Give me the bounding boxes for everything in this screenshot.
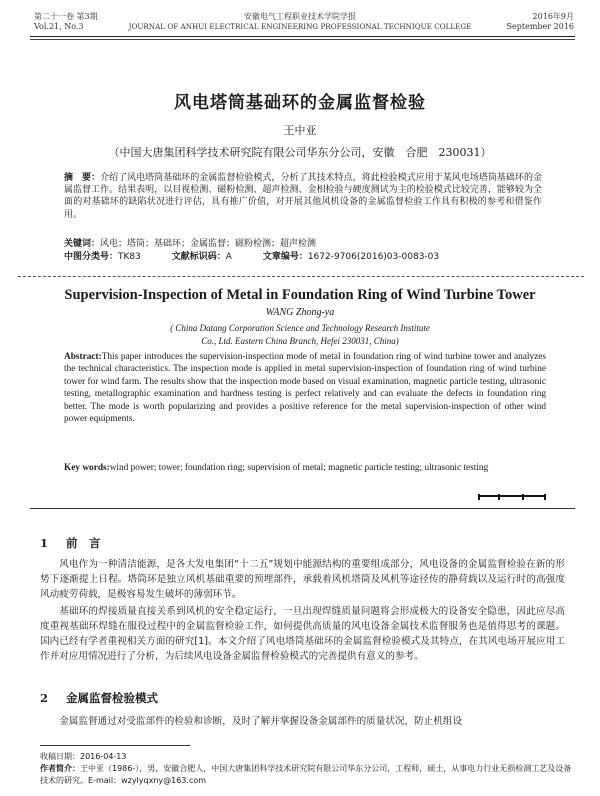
section-1-heading: [40, 535, 101, 551]
paper-title-zh: 风电塔筒基础环的金属监督检验: [174, 93, 426, 113]
section-2-title: 金属监督检验模式: [66, 691, 158, 705]
abstract-en: [64, 351, 546, 425]
doc-code: 文献标识码：A: [171, 252, 232, 262]
section-2-number: 2: [40, 691, 49, 705]
article-number: 文章编号：1672-9706(2016)03-0083-03: [262, 252, 440, 262]
classification-line: [64, 249, 554, 262]
keywords-en: [64, 462, 546, 474]
abstract-en-text: This paper introduces the supervision-inspection mode of metal in foundation ring of wind turbine tower and analyzes the technical characteristics. The inspection mode is applied in metal supervision-inspection of foundation ring of wind turbine tower for wind farm. The results show that the inspection mode based on visual examination, magnetic particle testing, ultrasonic testing, metallographic examination and hardness testing is perfect relatively and can evaluate the defects in foundation ring better. The mode is worth popularizing and provides a positive reference for the metal supervision-inspection of other wind power equipments.: [64, 352, 546, 425]
section-1-paragraph-2: 基础环的焊接质量直接关系到风机的安全稳定运行，一旦出现焊缝质量问题将会形成极大的设备安全隐患，因此应尽高度重视基础环焊缝在服役过程中的金属监督检验工作，如何提供高质量的风电设备金属技术监督服务也是值得思考的课题。国内已经有学者重视相关方面的研究[1]。本文介绍了风电塔筒基础环的金属监督检验模式及其特点，在其风电场开展应用工作并对应用情况进行了分析，为后续风电设备金属监督检验模式的完善提供有意义的参考。: [40, 606, 565, 662]
keywords-zh-text: 风电；塔筒；基础环；金属监督；磁粉检测；超声检测: [100, 239, 317, 249]
affiliation-zh: （中国大唐集团科学技术研究院有限公司华东分公司，安徽 合肥 230031）: [108, 146, 492, 159]
abstract-zh-text: 介绍了风电塔筒基础环的金属监督检验模式，分析了其技术特点，将此检验模式应用于某风电场塔筒基础环的金属监督工作。结果表明，以目视检测、磁粉检测、超声检测、金相检验与硬度测试为主的检验模式比较完善，能够较为全面的对基础环的缺陷状况进行评估，具有推广价值，对开展其他风机设备的金属监督检验工作具有积极的参考和借鉴作用。: [64, 173, 542, 220]
section-1-paragraph-1: 风电作为一种清洁能源，是各大发电集团“十二五”规划中能源结构的重要组成部分，风电设备的金属监督检验在新的形势下逐渐提上日程。塔筒环是独立风机基础重要的预埋部件，承载着风机塔筒及风机等途径传的静荷载以及运行时的高强度风动疲劳荷载，是极容易发生破坏的薄弱环节。: [40, 559, 565, 600]
volume-zh: 第二十一卷 第3期: [34, 12, 98, 21]
date-zh: 2016年9月: [532, 12, 574, 21]
section-divider: [18, 276, 584, 277]
header-date: [490, 12, 574, 32]
section-2-heading: [40, 690, 158, 706]
author-en: WANG Zhong-ya: [265, 307, 335, 318]
footnote-rule: [40, 745, 190, 746]
abstract-end-mark: [478, 494, 546, 500]
cls-number: 中图分类号：TK83: [64, 252, 141, 262]
footnote-bio-label: 作者简介：: [40, 764, 80, 773]
abstract-zh-label: 摘 要：: [64, 173, 101, 183]
section-1-title: 前 言: [66, 536, 101, 550]
abstract-zh: [64, 172, 542, 221]
header-rule: [30, 36, 575, 37]
header-journal: [120, 12, 480, 32]
header-volume: [34, 12, 98, 32]
footnote-author-bio: [40, 763, 575, 787]
abstract-en-label: Abstract:: [64, 352, 102, 362]
affiliation-en-line1: ( China Datang Corporation Science and Technology Research Institute: [170, 323, 430, 333]
keywords-zh-label: 关键词：: [64, 239, 101, 249]
footnote-received: 收稿日期：2016-04-13: [40, 752, 127, 761]
section-2-paragraph-1: 金属监督通过对受监部件的检验和诊断，及时了解并掌握设备金属部件的质量状况，防止机组设: [59, 716, 463, 727]
volume-en: Vol.21, No.3: [34, 22, 84, 31]
date-en: September 2016: [506, 22, 574, 31]
section-1-number: 1: [40, 536, 49, 550]
journal-en: JOURNAL OF ANHUI ELECTRICAL ENGINEERING PROFESSIONAL TECHNIQUE COLLEGE: [128, 22, 472, 31]
keywords-en-text: wind power; tower; foundation ring; supervision of metal; magnetic particle testing; ultrasonic testing: [109, 463, 489, 473]
affiliation-en-line2: Co., Ltd. Eastern China Branch, Hefei 230031, China): [201, 336, 399, 346]
paper-title-en: Supervision-Inspection of Metal in Foundation Ring of Wind Turbine Tower: [64, 287, 536, 303]
keywords-en-label: Key words:: [64, 463, 110, 473]
keywords-zh: [64, 236, 542, 249]
author-zh: 王中亚: [283, 124, 317, 137]
body-divider: [30, 508, 575, 509]
journal-zh: 安徽电气工程职业技术学院学报: [244, 12, 356, 21]
footnote-bio-text: 王中亚（1986-），男，安徽合肥人，中国大唐集团科学技术研究院有限公司华东分公司，工程师，硕士，从事电力行业无损检测工艺及设备技术的研究。E-mail：wzylyqxny@163.com: [40, 764, 572, 785]
header-rule-thin: [30, 39, 575, 40]
